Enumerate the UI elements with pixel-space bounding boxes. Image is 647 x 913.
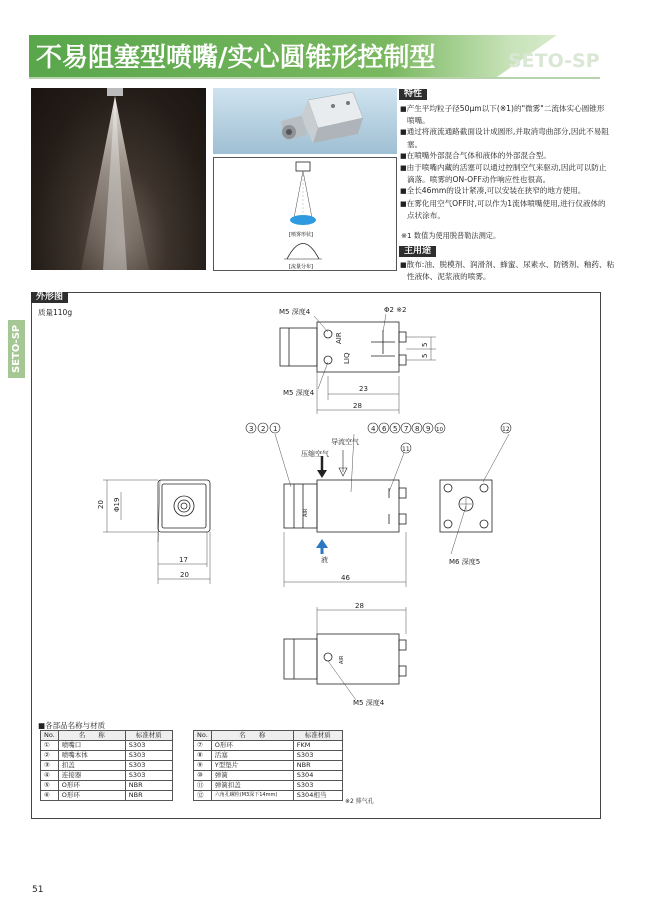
col-name: 名 称 [211,731,293,741]
cell: ② [41,751,59,761]
col-no: No. [194,731,212,741]
port-label-air: AIR [335,332,343,344]
cell: S303 [125,751,172,761]
cell: O形环 [58,791,125,801]
table-row [41,761,173,771]
table-row [41,751,173,761]
spray-photo [31,88,206,270]
cell: O形环 [58,781,125,791]
cell: ⑥ [41,791,59,801]
side-port-air-label: AIR [303,508,309,517]
parts-table-title: ■各部品名称与材质 [38,721,106,730]
cell: ⑫ [194,791,212,801]
callout-phi2: Φ2 ※2 [384,306,407,314]
cell: S303 [293,781,342,791]
balloons-left [246,423,280,433]
balloon-8: 8 [415,425,420,433]
callout-m5-top: M5 深度4 [279,308,311,316]
cell: ④ [41,771,59,781]
table-row [41,771,173,781]
table-row [41,741,173,751]
spray-shape-label: [喷雾形状] [289,232,313,238]
bottom-port-air-label: AIR [339,655,345,664]
feature-item: ■ 产生平均粒子径50µm以下(※1)的"微雾"二流体实心圆锥形喷嘴。 [400,103,610,126]
cell: Y型垫片 [211,761,293,771]
cell: ⑦ [194,741,212,751]
cell: 喷嘴口 [58,741,125,751]
cell: S304 [293,771,342,781]
balloon-7: 7 [404,425,409,433]
balloon-3: 3 [249,425,254,433]
callout-m5-bottom: M5 深度4 [353,699,385,707]
balloon-10: 10 [436,427,443,433]
cell: S303 [125,771,172,781]
col-name: 名 称 [58,731,125,741]
feature-item: ■ 通过将液流通路截面设计成圆形,并取消弯曲部分,因此不易阻塞。 [400,126,610,149]
cell: S303 [125,761,172,771]
cell: S303 [125,741,172,751]
dim-28: 28 [353,402,362,410]
table-row [41,791,173,801]
table-row [41,781,173,791]
balloon-6: 6 [382,425,387,433]
cell: 六角孔螺栓(M3深下14mm) [211,791,293,801]
balloon-9: 9 [426,425,431,433]
page-title: 不易阻塞型喷嘴/实心圆锥形控制型 [36,43,436,73]
cell: 扣盖 [58,761,125,771]
feature-item: ■ 全长46mm的设计紧凑,可以安装在狭窄的地方使用。 [400,185,610,197]
balloon-4: 4 [371,425,376,433]
liquid-label: 液 [321,556,328,564]
header-divider [29,77,600,79]
dim-46: 46 [341,574,350,582]
dim-5a: 5 [421,342,429,347]
feature-item: ■ 在雾化用空气OFF时,可以作为1流体喷嘴使用,进行仅液体的点状涂布。 [400,198,610,221]
pilot-air-label: 导流空气 [331,438,359,446]
table-row [194,791,343,801]
cell: O形环 [211,741,293,751]
feature-item: ■ 由于喷嘴内藏的活塞可以通过控制空气来驱动,因此可以防止滴落。喷雾的ON-OFF动作响应性也很高。 [400,162,610,185]
cell: 活塞 [211,751,293,761]
parts-table-left [40,730,173,801]
features-heading: 特性 [399,89,427,100]
atomizing-air-label: 压缩空气 [301,450,329,458]
cell: NBR [293,761,342,771]
table-row [194,751,343,761]
features-note: ※1 数值为使用脱普勒法测定。 [401,231,501,240]
usage-text: ■ 散布:油、脱模剂、润滑剂、蜂蜜、尿素水、防锈剂、釉药、粘性液体、泥浆液的喷雾。 [400,259,617,282]
table-row [194,781,343,791]
table-row [194,741,343,751]
balloon-5: 5 [393,425,398,433]
dim-23: 23 [359,385,368,393]
dim-17: 17 [179,556,188,564]
parts-table-right [193,730,343,801]
features-list [400,103,610,221]
flow-distribution-label: [流量分布] [289,264,313,270]
side-tab-label: SETO-SP [11,324,22,374]
cell: ⑩ [194,771,212,781]
balloon-12: 12 [502,426,510,433]
cell: ⑧ [194,751,212,761]
dim-20-vertical: 20 [97,500,105,509]
port-label-liq: LIQ [343,352,351,364]
outline-drawing-heading: 外形图 [31,292,68,303]
col-material: 标准材质 [125,731,172,741]
table-row [194,761,343,771]
balloons-mid [368,423,445,433]
mass-label: 质量110g [38,308,73,317]
balloon-1: 1 [273,425,278,433]
callout-m5-mid: M5 深度4 [283,389,315,397]
dim-phi19: Φ19 [113,497,121,512]
cell: FKM [293,741,342,751]
balloon-2: 2 [261,425,266,433]
nozzle-photo [213,88,397,154]
page-number: 51 [32,885,44,895]
cell: S303 [293,751,342,761]
table-row [194,771,343,781]
col-no: No. [41,731,59,741]
cell: ⑪ [194,781,212,791]
spray-pattern-diagram [213,157,397,271]
cell: ⑨ [194,761,212,771]
cell: 喷嘴本体 [58,751,125,761]
cell: 连接器 [58,771,125,781]
callout-m6: M6 深度5 [449,558,481,566]
dim-5b: 5 [421,353,429,358]
feature-item: ■ 在喷嘴外部混合气体和液体的外部混合型。 [400,150,610,162]
balloon-11: 11 [402,446,410,453]
dim-28-bottom: 28 [355,602,364,610]
parts-table-note: ※2 排气孔 [345,798,374,805]
cell: S304相当 [293,791,342,801]
cell: ⑤ [41,781,59,791]
col-material: 标准材质 [293,731,342,741]
usage-heading: 主用途 [399,246,436,257]
cell: NBR [125,781,172,791]
cell: ① [41,741,59,751]
cell: NBR [125,791,172,801]
cell: ③ [41,761,59,771]
cell: 弹簧 [211,771,293,781]
cell: 弹簧扣盖 [211,781,293,791]
dim-20-horizontal: 20 [180,571,189,579]
model-name: SETO-SP [508,50,600,72]
